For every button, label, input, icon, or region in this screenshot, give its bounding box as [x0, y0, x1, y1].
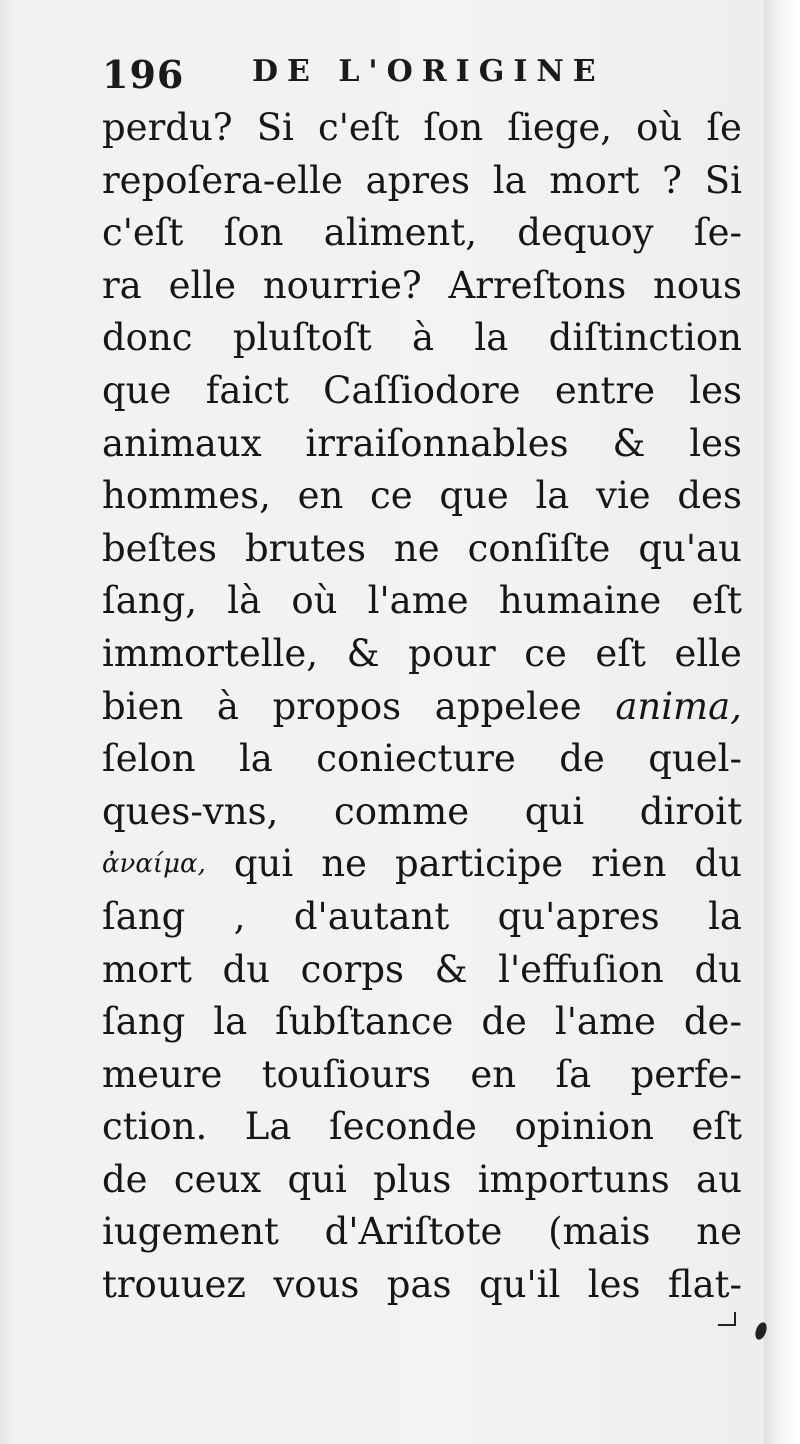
word: brutes: [244, 526, 366, 570]
word: pas: [386, 1263, 452, 1307]
word: conſiſte: [467, 526, 611, 570]
page-header: [102, 48, 702, 104]
word: dequoy: [517, 211, 654, 255]
word: d'Ariſtote: [324, 1210, 503, 1254]
word: la: [474, 316, 509, 360]
word: elle: [168, 263, 237, 307]
word: participe: [394, 842, 564, 886]
word: qui: [524, 789, 585, 833]
word: c'eſt: [102, 211, 184, 255]
word: la: [213, 1000, 248, 1044]
word: les: [587, 1263, 641, 1307]
word: perfe-: [630, 1052, 742, 1096]
word: opinion: [514, 1105, 655, 1149]
word: appelee: [434, 684, 582, 728]
word: des: [677, 474, 742, 518]
word: ſang: [102, 1000, 186, 1044]
word: ſe-: [693, 211, 742, 255]
word: ſelon: [102, 737, 196, 781]
word: &: [346, 631, 380, 675]
word: Caſſiodore: [323, 368, 521, 412]
word: de: [102, 1157, 148, 1201]
word: propos: [272, 684, 402, 728]
word: ſang: [102, 894, 186, 938]
word: perdu?: [102, 106, 233, 149]
word: anima,: [615, 684, 742, 728]
word: ,: [233, 894, 246, 938]
word: de-: [683, 1000, 742, 1044]
word: c'eſt: [317, 106, 400, 149]
word: &: [612, 421, 646, 465]
word: apres: [365, 158, 470, 202]
text-line: [102, 470, 742, 523]
word: meure: [102, 1052, 223, 1096]
text-line: [102, 681, 742, 734]
word: ce: [524, 631, 567, 675]
word: l'ame: [367, 579, 469, 623]
word: les: [689, 421, 742, 465]
word: mort: [102, 947, 192, 991]
word: ne: [321, 842, 367, 886]
text-line: [102, 575, 742, 628]
word: ſiege,: [507, 106, 613, 149]
word: eſt: [691, 579, 742, 623]
word: elle: [674, 631, 742, 675]
word: qu'il: [478, 1263, 561, 1307]
word: là: [227, 579, 262, 623]
word: en: [470, 1052, 517, 1096]
word: La: [244, 1105, 292, 1149]
word: ſubſtance: [275, 1000, 454, 1044]
word: corps: [300, 947, 405, 991]
word: ſe: [706, 106, 742, 149]
word: coniecture: [316, 737, 516, 781]
text-line: [102, 260, 742, 313]
text-line: [102, 365, 742, 418]
text-line: [102, 628, 742, 681]
word: qui: [233, 842, 294, 886]
word: plus: [373, 1157, 452, 1201]
word: de: [481, 1000, 527, 1044]
word: ἀναίμα,: [102, 849, 206, 880]
word: la: [708, 894, 742, 938]
word: d'autant: [293, 894, 450, 938]
page-edge: [764, 0, 800, 1444]
page-number: 196: [102, 52, 185, 97]
word: diſtinction: [548, 316, 742, 360]
word: la: [492, 158, 527, 202]
word: iugement: [102, 1210, 279, 1254]
word: vous: [273, 1263, 360, 1307]
word: où: [636, 106, 683, 149]
word: qu'au: [638, 526, 742, 570]
word: qu'apres: [497, 894, 660, 938]
word: ques-vns,: [102, 789, 279, 833]
word: la: [535, 474, 570, 518]
word: quel-: [648, 737, 742, 781]
word: la: [238, 737, 273, 781]
text-line: [102, 891, 742, 944]
text-line: [102, 418, 742, 471]
word: vie: [596, 474, 651, 518]
text-line: [102, 207, 742, 260]
word: (mais: [548, 1210, 651, 1254]
word: ſon: [423, 106, 484, 149]
text-line: [102, 312, 742, 365]
word: à: [216, 684, 239, 728]
word: du: [222, 947, 271, 991]
word: diroit: [639, 789, 742, 833]
word: ſon: [223, 211, 284, 255]
word: pour: [408, 631, 496, 675]
word: repoſera-elle: [102, 158, 343, 202]
word: ra: [102, 263, 142, 307]
word: ſang,: [102, 579, 198, 623]
word: les: [689, 368, 742, 412]
word: l'ame: [554, 1000, 656, 1044]
word: Si: [256, 106, 294, 149]
word: irraiſonnables: [305, 421, 569, 465]
word: faict: [205, 368, 289, 412]
word: beſtes: [102, 526, 218, 570]
word: eſt: [595, 631, 646, 675]
catchword-mark: [718, 1312, 736, 1326]
word: eſt: [691, 1105, 742, 1149]
word: en: [297, 474, 344, 518]
body-text: [102, 102, 742, 1312]
word: ction.: [102, 1105, 208, 1149]
text-line: [102, 102, 742, 155]
word: où: [291, 579, 338, 623]
word: Arreſtons: [448, 263, 627, 307]
word: humaine: [498, 579, 662, 623]
text-line: [102, 155, 742, 208]
word: ne: [393, 526, 440, 570]
word: du: [694, 947, 742, 991]
word: rien: [591, 842, 667, 886]
text-line: [102, 1049, 742, 1102]
text-line: [102, 733, 742, 786]
word: comme: [334, 789, 470, 833]
word: ſa: [555, 1052, 592, 1096]
text-line: [102, 1154, 742, 1207]
word: trouuez: [102, 1263, 246, 1307]
word: l'effuſion: [498, 947, 664, 991]
word: ſeconde: [328, 1105, 477, 1149]
word: nourrie?: [262, 263, 422, 307]
running-head: DE L'ORIGINE: [252, 54, 605, 89]
word: que: [102, 368, 172, 412]
text-line: [102, 838, 742, 891]
word: qui: [287, 1157, 347, 1201]
word: immortelle,: [102, 631, 319, 675]
text-line: [102, 523, 742, 576]
word: Si: [704, 158, 742, 202]
word: ne: [696, 1210, 742, 1254]
word: du: [694, 842, 742, 886]
text-line: [102, 996, 742, 1049]
word: nous: [653, 263, 742, 307]
word: bien: [102, 684, 184, 728]
word: flat-: [667, 1263, 742, 1307]
text-line: [102, 944, 742, 997]
word: touſiours: [261, 1052, 432, 1096]
text-line: [102, 1259, 742, 1312]
word: ce: [370, 474, 413, 518]
text-line: [102, 786, 742, 839]
word: aliment,: [323, 211, 477, 255]
word: ceux: [173, 1157, 262, 1201]
word: importuns: [477, 1157, 670, 1201]
word: hommes,: [102, 474, 271, 518]
text-line: [102, 1206, 742, 1259]
word: donc: [102, 316, 193, 360]
word: mort: [549, 158, 640, 202]
text-line: [102, 1101, 742, 1154]
word: ?: [662, 158, 682, 202]
word: au: [696, 1157, 742, 1201]
word: animaux: [102, 421, 262, 465]
word: entre: [554, 368, 656, 412]
word: &: [434, 947, 468, 991]
word: que: [439, 474, 509, 518]
word: pluſtoſt: [232, 316, 372, 360]
word: de: [559, 737, 605, 781]
word: à: [411, 316, 435, 360]
